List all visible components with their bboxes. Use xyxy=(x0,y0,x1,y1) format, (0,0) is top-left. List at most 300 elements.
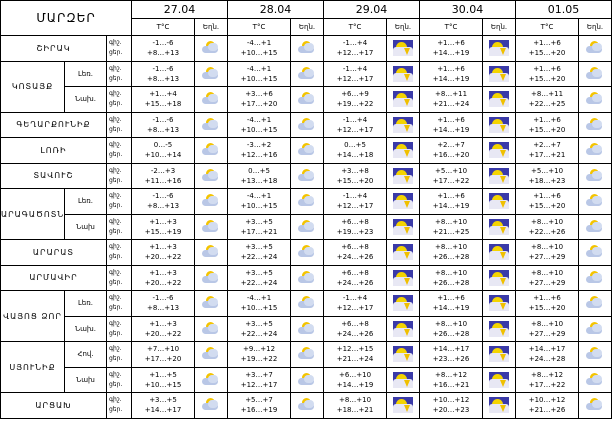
day-temperature: +14…+19 xyxy=(432,304,470,313)
night-temperature: -1…-6 xyxy=(152,294,174,303)
day-temperature: +26…+28 xyxy=(432,253,470,262)
night-temperature: +5…+7 xyxy=(245,396,273,405)
weather-cell xyxy=(291,342,324,368)
night-temperature: +8…+10 xyxy=(530,217,564,226)
temperature-cell xyxy=(420,112,483,138)
region-row xyxy=(1,393,612,419)
day-temperature: +8…+13 xyxy=(146,125,180,134)
temperature-cell xyxy=(132,240,195,266)
day-temperature: +15…+20 xyxy=(528,74,566,83)
partly-cloudy-icon xyxy=(297,219,317,235)
weather-cell xyxy=(195,342,228,368)
night-label: գիշ. xyxy=(109,166,122,174)
weather-cell xyxy=(195,393,228,419)
date-header: 29.04 xyxy=(324,1,420,19)
day-label: ցեր. xyxy=(109,253,123,261)
partly-cloudy-icon xyxy=(585,168,605,184)
region-name: ՍՅՈՒՆԻՔ xyxy=(1,342,65,393)
night-temperature: +3…+8 xyxy=(341,166,369,175)
temperature-cell xyxy=(516,163,579,189)
night-temperature: +3…+5 xyxy=(149,396,177,405)
night-temperature: +3…+5 xyxy=(245,217,273,226)
temperature-cell xyxy=(228,367,291,393)
partly-cloudy-icon xyxy=(201,244,221,260)
day-temperature: +15…+20 xyxy=(528,125,566,134)
region-row xyxy=(1,61,612,87)
temperature-cell xyxy=(516,316,579,342)
night-label: գիշ. xyxy=(109,192,122,200)
subregion-label: Նախ xyxy=(65,367,107,393)
temp-column-header: T°C xyxy=(516,19,579,36)
partly-cloudy-icon xyxy=(201,219,221,235)
day-temperature: +14…+19 xyxy=(432,49,470,58)
temperature-cell xyxy=(420,138,483,164)
weather-cell xyxy=(387,112,420,138)
weather-cell xyxy=(483,112,516,138)
header-row-dates xyxy=(1,1,612,19)
night-temperature: +5…+10 xyxy=(530,166,564,175)
night-temperature: 0…+5 xyxy=(344,141,366,150)
subregion-label: Նախ xyxy=(65,214,107,240)
temperature-cell xyxy=(324,316,387,342)
weather-cell xyxy=(579,342,612,368)
night-temperature: +8…+10 xyxy=(434,243,468,252)
night-temperature: +8…+11 xyxy=(434,90,468,99)
region-row xyxy=(1,87,612,113)
day-temperature: +11…+16 xyxy=(144,176,182,185)
temperature-cell xyxy=(420,265,483,291)
day-temperature: +19…+22 xyxy=(240,355,278,364)
storm-icon xyxy=(393,270,413,286)
night-temperature: -3…+2 xyxy=(246,141,272,150)
weather-cell xyxy=(291,240,324,266)
weather-cell xyxy=(195,36,228,62)
partly-cloudy-icon xyxy=(585,244,605,260)
region-name: ԳԵՂԱՐՔՈՒՆԻՔ xyxy=(1,112,107,138)
temperature-cell xyxy=(516,291,579,317)
storm-icon xyxy=(393,193,413,209)
temperature-cell xyxy=(516,367,579,393)
weather-cell xyxy=(387,61,420,87)
day-temperature: +16…+21 xyxy=(432,380,470,389)
temperature-cell xyxy=(516,61,579,87)
night-temperature: +2…+7 xyxy=(437,141,465,150)
partly-cloudy-icon xyxy=(201,40,221,56)
night-label: գիշ. xyxy=(109,217,122,225)
region-row xyxy=(1,342,612,368)
storm-icon xyxy=(393,40,413,56)
day-temperature: +13…+18 xyxy=(240,176,278,185)
temperature-cell xyxy=(324,240,387,266)
region-row xyxy=(1,36,612,62)
day-temperature: +14…+19 xyxy=(432,74,470,83)
temperature-cell xyxy=(228,342,291,368)
temperature-cell xyxy=(228,189,291,215)
date-header: 28.04 xyxy=(228,1,324,19)
day-temperature: +22…+24 xyxy=(240,253,278,262)
day-temperature: +15…+20 xyxy=(528,49,566,58)
partly-cloudy-icon xyxy=(585,40,605,56)
partly-cloudy-icon xyxy=(297,142,317,158)
partly-cloudy-icon xyxy=(201,168,221,184)
weather-cell xyxy=(483,189,516,215)
temperature-cell xyxy=(420,240,483,266)
weather-cell xyxy=(483,393,516,419)
partly-cloudy-icon xyxy=(585,372,605,388)
night-temperature: +8…+11 xyxy=(530,90,564,99)
day-temperature: +20…+22 xyxy=(144,329,182,338)
night-temperature: +3…+5 xyxy=(245,319,273,328)
partly-cloudy-icon xyxy=(297,346,317,362)
temperature-cell xyxy=(324,87,387,113)
day-label: ցեր. xyxy=(109,151,123,159)
storm-icon xyxy=(393,295,413,311)
night-temperature: +6…+9 xyxy=(341,90,369,99)
day-temperature: +8…+13 xyxy=(146,304,180,313)
storm-icon xyxy=(489,219,509,235)
storm-icon xyxy=(393,321,413,337)
night-temperature: +8…+10 xyxy=(434,217,468,226)
weather-column-header: Եղն. xyxy=(291,19,324,36)
night-temperature: -4…+1 xyxy=(246,64,272,73)
day-night-labels xyxy=(107,189,132,215)
day-label: ցեր. xyxy=(109,380,123,388)
day-temperature: +8…+13 xyxy=(146,74,180,83)
weather-cell xyxy=(291,214,324,240)
region-row xyxy=(1,189,612,215)
night-temperature: +1…+4 xyxy=(149,90,177,99)
day-temperature: +10…+14 xyxy=(144,151,182,160)
weather-cell xyxy=(387,189,420,215)
day-temperature: +18…+23 xyxy=(528,176,566,185)
temperature-cell xyxy=(420,61,483,87)
day-temperature: +20…+22 xyxy=(144,278,182,287)
day-temperature: +20…+23 xyxy=(432,406,470,415)
temperature-cell xyxy=(228,265,291,291)
day-temperature: +10…+15 xyxy=(240,74,278,83)
region-row xyxy=(1,367,612,393)
day-temperature: +10…+15 xyxy=(240,49,278,58)
night-temperature: +10…+12 xyxy=(432,396,470,405)
temperature-cell xyxy=(324,163,387,189)
day-temperature: +15…+20 xyxy=(336,176,374,185)
date-header: 30.04 xyxy=(420,1,516,19)
night-temperature: -1…+4 xyxy=(342,115,368,124)
night-temperature: -1…+4 xyxy=(342,64,368,73)
region-row xyxy=(1,265,612,291)
night-temperature: +1…+6 xyxy=(533,64,561,73)
region-row xyxy=(1,112,612,138)
day-temperature: +23…+26 xyxy=(432,355,470,364)
temperature-cell xyxy=(132,316,195,342)
weather-cell xyxy=(291,138,324,164)
subregion-label: Լեռ. xyxy=(65,61,107,87)
weather-cell xyxy=(387,265,420,291)
night-temperature: +12…+15 xyxy=(336,345,374,354)
day-temperature: +17…+20 xyxy=(240,100,278,109)
partly-cloudy-icon xyxy=(297,244,317,260)
storm-icon xyxy=(393,117,413,133)
weather-cell xyxy=(291,163,324,189)
day-night-labels xyxy=(107,61,132,87)
weather-cell xyxy=(483,163,516,189)
storm-icon xyxy=(489,168,509,184)
weather-cell xyxy=(579,214,612,240)
partly-cloudy-icon xyxy=(201,372,221,388)
region-name: ԿՈՏԱՅՔ xyxy=(1,61,65,112)
weather-cell xyxy=(579,189,612,215)
night-temperature: +1…+5 xyxy=(149,370,177,379)
partly-cloudy-icon xyxy=(585,346,605,362)
day-night-labels xyxy=(107,36,132,62)
day-temperature: +15…+20 xyxy=(528,304,566,313)
day-temperature: +15…+20 xyxy=(528,202,566,211)
region-row xyxy=(1,240,612,266)
night-label: գիշ. xyxy=(109,39,122,47)
weather-cell xyxy=(387,291,420,317)
night-temperature: -1…+4 xyxy=(342,294,368,303)
night-temperature: +2…+7 xyxy=(533,141,561,150)
temperature-cell xyxy=(132,138,195,164)
weather-cell xyxy=(291,189,324,215)
storm-icon xyxy=(393,168,413,184)
day-temperature: +22…+24 xyxy=(240,329,278,338)
storm-icon xyxy=(393,372,413,388)
weather-cell xyxy=(579,138,612,164)
partly-cloudy-icon xyxy=(297,270,317,286)
day-temperature: +10…+15 xyxy=(240,304,278,313)
temperature-cell xyxy=(324,342,387,368)
day-temperature: +24…+26 xyxy=(336,278,374,287)
weather-cell xyxy=(195,61,228,87)
temperature-cell xyxy=(228,87,291,113)
temperature-cell xyxy=(324,214,387,240)
partly-cloudy-icon xyxy=(585,219,605,235)
storm-icon xyxy=(393,66,413,82)
weather-cell xyxy=(291,393,324,419)
night-temperature: +1…+3 xyxy=(149,217,177,226)
weather-cell xyxy=(387,214,420,240)
partly-cloudy-icon xyxy=(585,117,605,133)
night-temperature: +5…+10 xyxy=(434,166,468,175)
night-temperature: -1…+4 xyxy=(342,39,368,48)
storm-icon xyxy=(393,346,413,362)
date-header: 01.05 xyxy=(516,1,612,19)
temperature-cell xyxy=(324,61,387,87)
weather-cell xyxy=(195,265,228,291)
day-night-labels xyxy=(107,87,132,113)
day-temperature: +17…+22 xyxy=(528,380,566,389)
partly-cloudy-icon xyxy=(201,66,221,82)
temperature-cell xyxy=(516,393,579,419)
storm-icon xyxy=(489,40,509,56)
weather-cell xyxy=(387,316,420,342)
day-label: ցեր. xyxy=(109,329,123,337)
storm-icon xyxy=(393,219,413,235)
temperature-cell xyxy=(420,393,483,419)
partly-cloudy-icon xyxy=(201,270,221,286)
night-temperature: +6…+8 xyxy=(341,217,369,226)
weather-cell xyxy=(579,367,612,393)
day-temperature: +14…+17 xyxy=(144,406,182,415)
temperature-cell xyxy=(132,87,195,113)
region-name: ԱՐՄԱՎԻՐ xyxy=(1,265,107,291)
night-temperature: +14…+17 xyxy=(432,345,470,354)
temperature-cell xyxy=(420,214,483,240)
weather-cell xyxy=(195,112,228,138)
region-row xyxy=(1,163,612,189)
night-label: գիշ. xyxy=(109,268,122,276)
night-label: գիշ. xyxy=(109,319,122,327)
day-temperature: +12…+17 xyxy=(336,304,374,313)
region-name: ՎԱՅՈՑ ՁՈՐ xyxy=(1,291,65,342)
night-temperature: +8…+10 xyxy=(530,319,564,328)
day-temperature: +15…+18 xyxy=(144,100,182,109)
temperature-cell xyxy=(516,265,579,291)
night-label: գիշ. xyxy=(109,370,122,378)
night-temperature: +1…+6 xyxy=(437,39,465,48)
night-temperature: +3…+6 xyxy=(245,90,273,99)
weather-cell xyxy=(195,240,228,266)
night-temperature: +1…+6 xyxy=(437,64,465,73)
day-temperature: +16…+20 xyxy=(432,151,470,160)
day-temperature: +24…+26 xyxy=(336,329,374,338)
day-temperature: +8…+13 xyxy=(146,202,180,211)
weather-cell xyxy=(483,265,516,291)
region-row xyxy=(1,291,612,317)
night-temperature: +1…+6 xyxy=(533,115,561,124)
weather-cell xyxy=(195,87,228,113)
weather-cell xyxy=(579,36,612,62)
day-night-labels xyxy=(107,163,132,189)
day-temperature: +14…+19 xyxy=(432,202,470,211)
storm-icon xyxy=(489,270,509,286)
weather-cell xyxy=(291,291,324,317)
temperature-cell xyxy=(516,87,579,113)
weather-cell xyxy=(195,189,228,215)
weather-cell xyxy=(387,138,420,164)
day-temperature: +21…+25 xyxy=(432,227,470,236)
storm-icon xyxy=(489,397,509,413)
partly-cloudy-icon xyxy=(297,372,317,388)
storm-icon xyxy=(489,193,509,209)
temperature-cell xyxy=(228,112,291,138)
storm-icon xyxy=(393,244,413,260)
temperature-cell xyxy=(324,138,387,164)
weather-cell xyxy=(195,291,228,317)
region-row xyxy=(1,316,612,342)
day-temperature: +21…+24 xyxy=(432,100,470,109)
temperature-cell xyxy=(132,393,195,419)
partly-cloudy-icon xyxy=(585,193,605,209)
day-night-labels xyxy=(107,316,132,342)
region-name: ՏԱՎՈՒՇ xyxy=(1,163,107,189)
day-label: ցեր. xyxy=(109,74,123,82)
night-temperature: +6…+8 xyxy=(341,243,369,252)
weather-cell xyxy=(483,291,516,317)
weather-cell xyxy=(291,265,324,291)
night-temperature: +6…+8 xyxy=(341,268,369,277)
storm-icon xyxy=(393,397,413,413)
day-temperature: +17…+21 xyxy=(240,227,278,236)
day-temperature: +17…+21 xyxy=(528,151,566,160)
day-temperature: +17…+22 xyxy=(432,176,470,185)
weather-cell xyxy=(387,367,420,393)
day-temperature: +19…+22 xyxy=(336,100,374,109)
day-temperature: +27…+29 xyxy=(528,253,566,262)
temperature-cell xyxy=(228,291,291,317)
day-temperature: +21…+24 xyxy=(336,355,374,364)
weather-cell xyxy=(291,367,324,393)
night-temperature: +1…+6 xyxy=(437,192,465,201)
weather-cell xyxy=(483,87,516,113)
temperature-cell xyxy=(324,36,387,62)
day-temperature: +27…+29 xyxy=(528,329,566,338)
night-temperature: +1…+6 xyxy=(533,294,561,303)
partly-cloudy-icon xyxy=(201,193,221,209)
region-name: ԱՐԱՐԱՏ xyxy=(1,240,107,266)
night-temperature: +1…+3 xyxy=(149,243,177,252)
subregion-label: Հով. xyxy=(65,342,107,368)
temperature-cell xyxy=(420,163,483,189)
day-temperature: +12…+17 xyxy=(336,125,374,134)
partly-cloudy-icon xyxy=(297,66,317,82)
weather-cell xyxy=(195,163,228,189)
day-label: ցեր. xyxy=(109,100,123,108)
day-label: ցեր. xyxy=(109,176,123,184)
weather-cell xyxy=(195,367,228,393)
night-temperature: +10…+12 xyxy=(528,396,566,405)
night-label: գիշ. xyxy=(109,294,122,302)
temperature-cell xyxy=(420,36,483,62)
temperature-cell xyxy=(228,61,291,87)
temperature-cell xyxy=(132,36,195,62)
storm-icon xyxy=(489,244,509,260)
partly-cloudy-icon xyxy=(297,321,317,337)
partly-cloudy-icon xyxy=(297,397,317,413)
night-temperature: +1…+6 xyxy=(533,192,561,201)
weather-column-header: Եղն. xyxy=(387,19,420,36)
day-night-labels xyxy=(107,240,132,266)
day-temperature: +27…+29 xyxy=(528,278,566,287)
partly-cloudy-icon xyxy=(585,91,605,107)
weather-cell xyxy=(483,36,516,62)
temperature-cell xyxy=(132,342,195,368)
weather-cell xyxy=(291,87,324,113)
weather-cell xyxy=(387,163,420,189)
storm-icon xyxy=(393,91,413,107)
weather-cell xyxy=(387,393,420,419)
temperature-cell xyxy=(132,163,195,189)
day-temperature: +18…+21 xyxy=(336,406,374,415)
weather-cell xyxy=(483,367,516,393)
day-temperature: +12…+17 xyxy=(336,49,374,58)
partly-cloudy-icon xyxy=(585,321,605,337)
temperature-cell xyxy=(324,291,387,317)
storm-icon xyxy=(489,117,509,133)
temperature-cell xyxy=(420,342,483,368)
temp-column-header: T°C xyxy=(420,19,483,36)
temperature-cell xyxy=(132,61,195,87)
weather-cell xyxy=(483,61,516,87)
day-night-labels xyxy=(107,112,132,138)
temperature-cell xyxy=(420,87,483,113)
night-temperature: +3…+5 xyxy=(245,268,273,277)
temperature-cell xyxy=(132,112,195,138)
day-temperature: +15…+19 xyxy=(144,227,182,236)
night-temperature: +7…+10 xyxy=(146,345,180,354)
regions-header: ՄԱՐԶԵՐ xyxy=(1,1,132,36)
